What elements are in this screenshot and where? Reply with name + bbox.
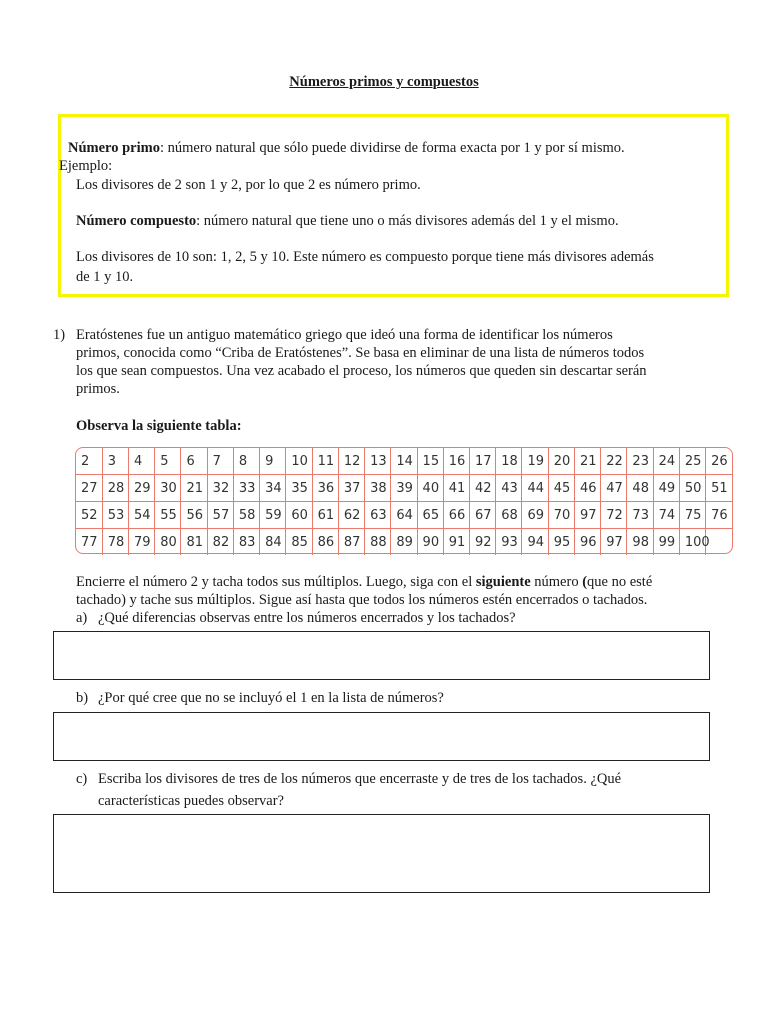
sieve-number-table	[75, 447, 733, 554]
question-b-label: b)	[76, 690, 89, 706]
number-cell[interactable]: 9	[260, 448, 286, 475]
number-cell[interactable]: 14	[391, 448, 417, 475]
composite-example-line2: de 1 y 10.	[76, 269, 134, 285]
number-cell[interactable]: 29	[128, 475, 154, 502]
number-cell[interactable]: 22	[601, 448, 627, 475]
number-cell[interactable]: 88	[365, 529, 391, 556]
number-cell[interactable]: 3	[102, 448, 128, 475]
number-cell[interactable]: 96	[574, 529, 600, 556]
number-cell[interactable]: 21	[181, 475, 207, 502]
number-cell[interactable]: 99	[653, 529, 679, 556]
number-row	[76, 529, 732, 556]
number-cell[interactable]: 69	[522, 502, 548, 529]
question-1-line3: los que sean compuestos. Una vez acabado el proceso, los números que queden sin descartar serán	[76, 363, 647, 379]
number-cell[interactable]: 13	[365, 448, 391, 475]
observe-heading: Observa la siguiente tabla:	[76, 418, 242, 434]
question-1-number: 1)	[53, 327, 66, 343]
number-cell[interactable]: 61	[312, 502, 338, 529]
number-cell[interactable]: 43	[496, 475, 522, 502]
number-cell[interactable]: 6	[181, 448, 207, 475]
question-c-label: c)	[76, 771, 88, 787]
number-cell[interactable]: 92	[470, 529, 496, 556]
number-cell[interactable]: 90	[417, 529, 443, 556]
number-row	[76, 448, 732, 475]
number-cell[interactable]: 33	[233, 475, 259, 502]
number-cell[interactable]: 59	[260, 502, 286, 529]
number-cell[interactable]: 25	[679, 448, 705, 475]
number-cell[interactable]: 24	[653, 448, 679, 475]
number-cell[interactable]: 12	[338, 448, 364, 475]
number-cell[interactable]: 16	[443, 448, 469, 475]
number-cell[interactable]: 20	[548, 448, 574, 475]
number-cell[interactable]: 87	[338, 529, 364, 556]
prime-example: Los divisores de 2 son 1 y 2, por lo que 2 es número primo.	[76, 177, 421, 193]
number-cell[interactable]: 97	[574, 502, 600, 529]
number-cell[interactable]: 94	[522, 529, 548, 556]
number-cell[interactable]: 95	[548, 529, 574, 556]
number-cell[interactable]: 4	[128, 448, 154, 475]
question-1-line4: primos.	[76, 381, 120, 397]
number-cell[interactable]: 44	[522, 475, 548, 502]
question-c-line1: Escriba los divisores de tres de los números que encerraste y de tres de los tachados. ¿Qué	[98, 771, 622, 787]
number-cell[interactable]: 38	[365, 475, 391, 502]
number-cell[interactable]: 70	[548, 502, 574, 529]
instructions-text-3: que no esté	[587, 574, 653, 590]
number-cell[interactable]: 52	[76, 502, 102, 529]
number-cell[interactable]: 54	[128, 502, 154, 529]
number-cell[interactable]: 10	[286, 448, 312, 475]
number-cell[interactable]: 78	[102, 529, 128, 556]
number-cell[interactable]: 37	[338, 475, 364, 502]
number-cell[interactable]: 40	[417, 475, 443, 502]
number-cell[interactable]: 32	[207, 475, 233, 502]
number-cell[interactable]: 86	[312, 529, 338, 556]
question-a-text: ¿Qué diferencias observas entre los números encerrados y los tachados?	[98, 610, 516, 626]
question-c-line2: características puedes observar?	[98, 793, 284, 809]
number-cell[interactable]: 19	[522, 448, 548, 475]
example-label: Ejemplo:	[59, 158, 113, 174]
number-cell[interactable]: 7	[207, 448, 233, 475]
number-cell[interactable]: 45	[548, 475, 574, 502]
answer-box-c[interactable]	[53, 814, 710, 893]
question-a-label: a)	[76, 610, 88, 626]
number-cell[interactable]: 85	[286, 529, 312, 556]
number-cell[interactable]: 36	[312, 475, 338, 502]
number-row	[76, 502, 732, 529]
page-title: Números primos y compuestos	[289, 74, 479, 90]
number-cell[interactable]: 65	[417, 502, 443, 529]
number-cell[interactable]: 98	[627, 529, 653, 556]
number-cell[interactable]: 77	[76, 529, 102, 556]
number-cell[interactable]: 58	[233, 502, 259, 529]
number-cell[interactable]: 62	[338, 502, 364, 529]
number-cell[interactable]: 57	[207, 502, 233, 529]
number-cell[interactable]: 53	[102, 502, 128, 529]
number-cell[interactable]: 48	[627, 475, 653, 502]
instructions-line2	[76, 591, 647, 609]
number-cell[interactable]: 82	[207, 529, 233, 556]
number-cell[interactable]: 17	[470, 448, 496, 475]
number-cell[interactable]: 56	[181, 502, 207, 529]
number-cell[interactable]: 80	[155, 529, 181, 556]
number-cell[interactable]: 93	[496, 529, 522, 556]
number-cell[interactable]: 27	[76, 475, 102, 502]
number-cell[interactable]: 68	[496, 502, 522, 529]
number-cell[interactable]: 89	[391, 529, 417, 556]
number-cell[interactable]: 5	[155, 448, 181, 475]
number-cell[interactable]: 74	[653, 502, 679, 529]
number-cell[interactable]: 84	[260, 529, 286, 556]
number-cell[interactable]: 81	[181, 529, 207, 556]
number-cell[interactable]: 100	[679, 529, 705, 556]
composite-text: : número natural que tiene uno o más divisores además del 1 y el mismo.	[196, 213, 619, 229]
instructions-text-5: ) y tache sus múltiplos. Sigue así hasta que todos los números estén encerrados o tachados.	[121, 592, 648, 608]
number-cell[interactable]: 8	[233, 448, 259, 475]
instructions-text-2: número	[530, 574, 583, 590]
instructions-paren-open: (	[582, 574, 588, 590]
number-cell[interactable]: 11	[312, 448, 338, 475]
number-cell[interactable]: 83	[233, 529, 259, 556]
number-cell[interactable]: 66	[443, 502, 469, 529]
number-cell[interactable]: 15	[417, 448, 443, 475]
number-cell[interactable]: 41	[443, 475, 469, 502]
number-cell[interactable]: 21	[574, 448, 600, 475]
number-cell[interactable]: 26	[706, 448, 732, 475]
number-cell[interactable]: 2	[76, 448, 102, 475]
prime-term: Número primo	[68, 140, 160, 156]
instructions-line1	[76, 573, 652, 591]
question-1-line1: Eratóstenes fue un antiguo matemático griego que ideó una forma de identificar los números	[76, 327, 613, 343]
number-row	[76, 475, 732, 502]
number-grid	[76, 448, 732, 555]
prime-text: : número natural que sólo puede dividirse de forma exacta por 1 y por sí mismo.	[159, 140, 625, 156]
number-cell[interactable]: 35	[286, 475, 312, 502]
number-cell[interactable]: 42	[470, 475, 496, 502]
number-cell[interactable]: 76	[706, 502, 732, 529]
prime-definition	[68, 139, 625, 157]
number-cell[interactable]: 30	[155, 475, 181, 502]
number-cell[interactable]: 47	[601, 475, 627, 502]
number-cell[interactable]: 55	[155, 502, 181, 529]
number-cell[interactable]: 50	[679, 475, 705, 502]
answer-box-a[interactable]	[53, 631, 710, 680]
number-cell[interactable]: 73	[627, 502, 653, 529]
question-1-line2: primos, conocida como “Criba de Eratóstenes”. Se basa en eliminar de una lista de números todos	[76, 345, 645, 361]
instructions-text-4: tachado	[76, 592, 122, 608]
number-cell[interactable]: 39	[391, 475, 417, 502]
number-cell[interactable]: 91	[443, 529, 469, 556]
number-cell[interactable]: 34	[260, 475, 286, 502]
number-cell[interactable]: 63	[365, 502, 391, 529]
number-cell[interactable]: 64	[391, 502, 417, 529]
answer-box-b[interactable]	[53, 712, 710, 761]
number-cell[interactable]: 97	[601, 529, 627, 556]
number-cell[interactable]: 28	[102, 475, 128, 502]
composite-example-line1: Los divisores de 10 son: 1, 2, 5 y 10. Este número es compuesto porque tiene más divisores además	[76, 249, 654, 265]
number-cell[interactable]: 46	[574, 475, 600, 502]
number-cell[interactable]: 79	[128, 529, 154, 556]
number-cell[interactable]: 51	[706, 475, 732, 502]
composite-term: Número compuesto	[76, 213, 197, 229]
composite-definition	[76, 212, 619, 230]
number-cell[interactable]: 67	[470, 502, 496, 529]
number-cell[interactable]: 18	[496, 448, 522, 475]
number-cell[interactable]: 23	[627, 448, 653, 475]
number-cell[interactable]: 72	[601, 502, 627, 529]
instructions-bold-siguiente: siguiente	[475, 574, 531, 590]
number-cell[interactable]: 49	[653, 475, 679, 502]
instructions-text-1: Encierre el número 2 y tacha todos sus múltiplos. Luego, siga con el	[76, 574, 476, 590]
number-cell[interactable]: 75	[679, 502, 705, 529]
question-b-text: ¿Por qué cree que no se incluyó el 1 en la lista de números?	[98, 690, 444, 706]
number-cell[interactable]: 60	[286, 502, 312, 529]
